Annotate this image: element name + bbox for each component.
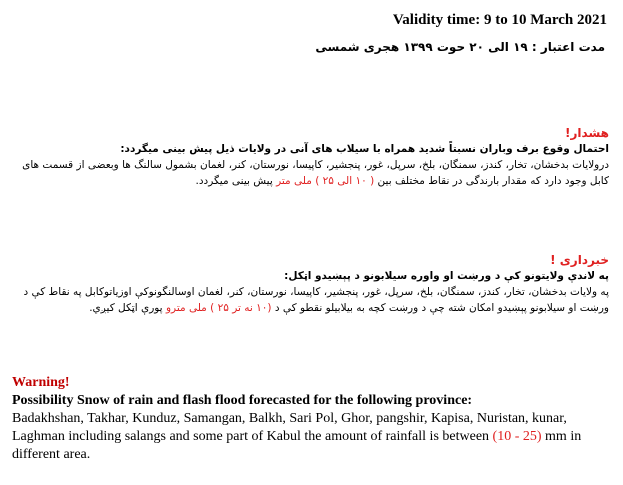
validity-time: Validity time: 9 to 10 March 2021 <box>392 12 607 28</box>
dari-body-end: پیش بینی میگردد. <box>195 175 273 187</box>
pashto-warning-section <box>9 252 609 316</box>
pashto-body-text: په ولایات بدخشان، تخار، کندز، سمنگان، بلخ، سرپل، غور، پنجشیر، کاپیسا، نورستان، کنر، لغمان اوسالنگونوکې اوزیاتوکابل په نقاط کې د ورښت او سیلابونو پېښیدو امکان شته چې د ورښت کچه به بیلابیلو نقطو کې د <box>23 286 609 314</box>
dari-warning-section <box>9 125 609 189</box>
english-body-end: mm in different area. <box>12 429 582 462</box>
english-warning-body <box>12 410 612 464</box>
pashto-body-end: پورې اټکل کیږي. <box>89 302 163 314</box>
pashto-warning-body <box>9 284 609 316</box>
dari-body-text: درولایات بدخشان، تخار، کندز، سمنگان، بلخ، سرپل، غور، پنجشیر، کاپیسا، نورستان، کنر، لغمان بشمول سالنگ ها وبعضی از قسمت های کابل وجود دارد که مقدار بارندگی در نقاط مختلف بین <box>22 159 609 187</box>
dari-warning-title: هشدار! <box>565 126 609 140</box>
english-body-text: Badakhshan, Takhar, Kunduz, Samangan, Balkh, Sari Pol, Ghor, pangshir, Kapisa, Nuristan, kunar, Laghman including salangs and some part of Kabul the amount of rainfall is between <box>12 411 567 444</box>
english-warning-section <box>12 374 612 464</box>
dari-rainfall-amount: ( ۱۰ الی ۲۵ ) ملی متر <box>276 175 375 187</box>
english-rainfall-amount: (10 - 25) <box>492 429 542 444</box>
validity-time-dari: مدت اعتبار : ۱۹ الی ۲۰ حوت ۱۳۹۹ هجری شمسی <box>315 40 605 54</box>
pashto-rainfall-amount: (۱۰ نه تر ۲۵ ) ملی مترو <box>165 302 272 314</box>
dari-warning-headline: احتمال وقوع برف وباران نسبتاً شدید همراه با سیلاب های آنی در ولایات ذیل پیش بینی میگردد: <box>120 143 609 155</box>
pashto-warning-title: خبرداری ! <box>550 253 609 267</box>
dari-warning-body <box>9 157 609 189</box>
english-warning-headline: Possibility Snow of rain and flash flood forecasted for the following province: <box>12 393 473 408</box>
english-warning-title: Warning! <box>12 375 70 390</box>
pashto-warning-headline: په لاندې ولایتونو کې د ورښت او واوره سیلابونو د پېښیدو اټکل: <box>284 270 609 282</box>
